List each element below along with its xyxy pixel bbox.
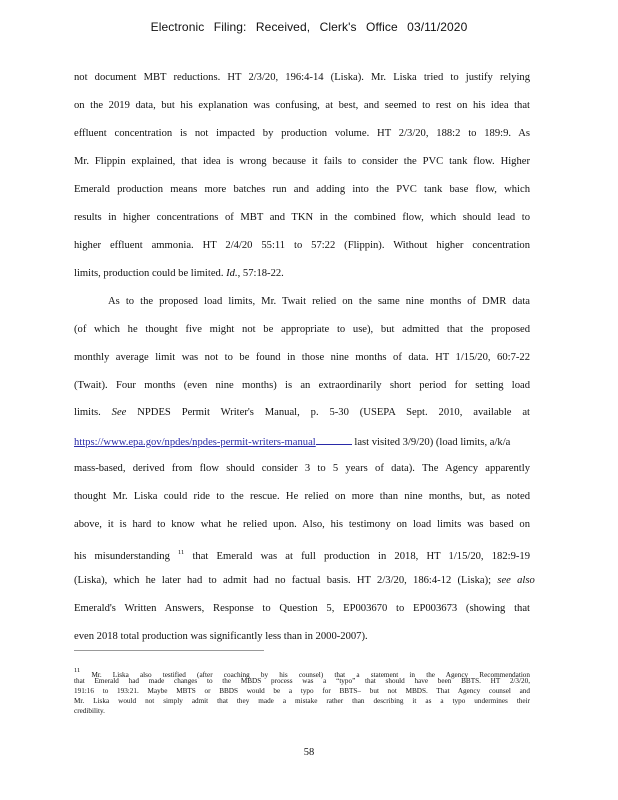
body-line: higher effluent ammonia. HT 2/4/20 55:11 to 57:22 (Flippin). Without higher concentration — [74, 240, 530, 251]
body-line — [74, 406, 530, 420]
body-text-span: his misunderstanding — [74, 551, 179, 562]
body-line: monthly average limit was not to be found in those nine months of data. HT 1/15/20, 60:7-22 — [74, 352, 530, 363]
body-line: As to the proposed load limits, Mr. Twait relied on the same nine months of DMR data — [108, 296, 530, 307]
body-line — [74, 267, 530, 281]
body-line: effluent concentration is not impacted by production volume. HT 2/3/20, 188:2 to 189:9. As — [74, 128, 530, 139]
citation-id: Id. — [226, 268, 238, 279]
body-line — [74, 546, 530, 560]
footnote-line: 191:16 to 193:21. Maybe MBTS or BBDS would be a typo for BBTS– but not MBDS. That Agency counsel and — [74, 687, 530, 695]
body-text-span: NPDES Permit Writer's Manual, p. 5-30 (USEPA Sept. 2010, available at — [126, 407, 530, 418]
body-text-span: limits, production could be limited. — [74, 268, 227, 279]
footnote-ref[interactable]: 11 — [178, 549, 185, 556]
footnote-line: that Emerald had made changes to the MBDS process was a “typo” that should have been BBTS. HT 2/3/20, — [74, 677, 530, 685]
footnote-line: credibility. — [74, 707, 105, 715]
body-line: results in higher concentrations of MBT and TKN in the combined flow, which should lead to — [74, 212, 530, 223]
epa-manual-link[interactable]: https://www.epa.gov/npdes/npdes-permit-writers-manual — [74, 437, 316, 448]
footnote-line — [74, 666, 530, 679]
citation-see: See — [111, 407, 127, 418]
body-line: (Twait). Four months (even nine months) is an extraordinarily short period for setting load — [74, 380, 530, 391]
body-line: mass-based, derived from flow should consider 3 to 5 years of data). The Agency apparently — [74, 463, 530, 474]
footnote-divider — [74, 650, 264, 651]
body-line: thought Mr. Liska could ride to the rescue. He relied on more than nine months, but, as noted — [74, 491, 530, 502]
body-line: (of which he thought five might not be appropriate to use), but admitted that the proposed — [74, 324, 530, 335]
link-underline-tail — [316, 434, 352, 445]
footnote-line: Mr. Liska would not simply admit that they made a mistake rather than describing it as a typo undermines their — [74, 697, 530, 705]
body-line: even 2018 total production was significantly less than in 2000-2007). — [74, 631, 368, 642]
body-text-span: limits. — [74, 407, 112, 418]
body-text-span: (Liska), which he later had to admit had no factual basis. HT 2/3/20, 186:4-12 (Liska); — [74, 575, 498, 586]
footnote-text: Mr. Liska also testified (after coaching by his counsel) that a statement in the Agency Recommendation — [80, 671, 530, 679]
body-text-span: , 57:18-22. — [237, 268, 284, 279]
body-text-span: that Emerald was at full production in 2018, HT 1/15/20, 182:9-19 — [184, 551, 530, 562]
filing-header: Electronic Filing: Received, Clerk's Office 03/11/2020 — [150, 20, 468, 34]
body-line: above, it is hard to know what he relied upon. Also, his testimony on load limits was based on — [74, 519, 530, 530]
body-line: Emerald production means more batches run and adding into the PVC tank base flow, which — [74, 184, 530, 195]
body-line: not document MBT reductions. HT 2/3/20, 196:4-14 (Liska). Mr. Liska tried to justify relying — [74, 72, 530, 83]
body-text-span: last visited 3/9/20) (load limits, a/k/a — [351, 437, 511, 448]
body-line: on the 2019 data, but his explanation was confusing, at best, and seemed to rest on his idea that — [74, 100, 530, 111]
body-line: Emerald's Written Answers, Response to Question 5, EP003670 to EP003673 (showing that — [74, 603, 530, 614]
citation-see-also: see also — [497, 575, 535, 586]
body-line — [74, 434, 530, 448]
body-line — [74, 574, 535, 588]
page-number: 58 — [303, 747, 315, 758]
footnote-marker: 11 — [74, 667, 81, 674]
body-line: Mr. Flippin explained, that idea is wrong because it fails to consider the PVC tank flow. Higher — [74, 156, 530, 167]
